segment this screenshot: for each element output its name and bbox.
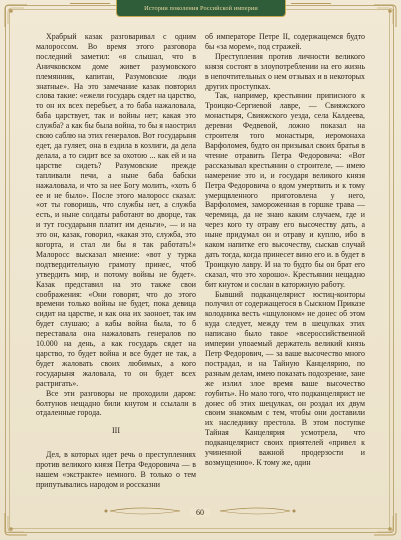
paragraph: Преступления против личности великого князя состоят в злоупотреблении на его жизнь в непочтительных о нем отзывах и в некоторых других проступках. bbox=[205, 51, 365, 91]
corner-ornament-icon bbox=[372, 511, 398, 537]
section-number: III bbox=[112, 426, 120, 435]
running-header bbox=[116, 0, 286, 17]
corner-ornament-icon bbox=[3, 3, 29, 29]
paragraph: Так, например, крестьянин приписного к Троицко-Сергиевой лавре, — Свияжского монастыря, Свияжского уезда, села Калдеева, деревни Федвевой, ложно показал на строителя того монастыря, иеромонаха Варфоломея, будто он призывал своих братья в чтение отравить Петра Федоровича: «Вот рассказывал крестьянин о строителе, — имею намерение это и, и государя великого князя Петра Федоровича о ядом умертвить и к тому умерщвленного приготовлена у него, Варфоломея, замороженная в горшке трава — черемица, да не знаю каким случаем, где и через кого ту отраву его высочеству дать, а ныне придумал он и отраву и куплю, ибо в каком напитке его высочеству, сыскав случай дать тогда, когда принесет вино его и. в будет в Троицкую лавру. И на то будто бы он брат его сказал, что это хорошо». Крестьянин нещадно бит кнутом и сослан в каторжную работу. bbox=[205, 91, 365, 289]
banner-wing-left bbox=[70, 3, 110, 4]
page-number: 60 bbox=[190, 508, 210, 517]
corner-ornament-icon bbox=[372, 3, 398, 29]
right-column bbox=[205, 32, 365, 468]
paragraph: Храбрый казак разговаривал с одним малороссом. Во время этого разговора последний заметил: «я слышал, что в Аничковском доме живет разумовского племянник, капитан, Разумовские люди знатные». На это замечание казак повторил слова такие: «ежели государь сядет на царство, то он их всех перебьет, а то баба нажаловала, баба царствует, так и войны нет; какая это служба? а как бы была война, то бы я наострил свою саблю на этих генералов. Вот государыня едет, да гуляет, она в ездила в козлиги, да дела делала, а то сидит все за охотою ... как ей и на царстве сидеть? Разумовские прежде тапливали печи, а ныне баба бабски нажаловала, и что за нее Богу молить, «хоть б ее и не было». После этого малоросс сказал: «от ты говоришь, что службы нет, а служба есть, и ныне солдаты работают во дворце, так и тут государыня платит им деньги», — и на это он, казак, говорил, «какая это, служба, это когорта, и стал ли бы я так работать!» Малоросс высказал мнение: «вот у турка подтвердительную грамоту принес, чтоб утвердить мир, и потому войны не будет». Казак представил на это также свои соображения: «Они говорят, что до этого времени только войны не будет, пока девица сидит на царстве, и как она их заоноет, так им будет слушаю; а кабы война была, то б переставала она нажаловать генералов по 10.000 на день, а как государь сядет на царство, то будет война и все будет не так, а будет жаловать своих любимых, а кого государыня жаловала, то он будет всех растригать». bbox=[36, 32, 196, 388]
banner-wing-right bbox=[291, 3, 331, 4]
running-header-title: Истории поколения Российской империи bbox=[144, 4, 258, 12]
paragraph: об императоре Петре II, содержащемся будто бы «за морем», под стражей. bbox=[205, 32, 365, 51]
paragraph: Бывший подканцелярист юстиц-конторы получил от содержащегося в Сыскном Приказе колодника весть «шцулоном» не донес об этом куда следует, между тем в шецулках этих написано было такое «всероссийственной империи упоаемый держатель великий князь Петр Федорович, — за ваше высочество много пострадал, и на Тайную Канцелярию, по разным делам, имею показать подозрение, зане же излил злое время ваше высочество гоубить». Но мало того, что подканцелярист не донес об этих шецулках, он роздал их двум своим знакомым с тем, чтобы они доставили их наследнику престола. В этом поступке Тайная Канцелярия усмотрела, что подканцелярист своих приятелей «привел к учиненной важной продерзости и возмущению». К тому же, один bbox=[205, 289, 365, 467]
paragraph: Дел, в которых идет речь о преступлениях против великого князя Петра Федоровича — в нашем «экстракте» немного. В только о тем припутывались народом и россказни bbox=[36, 450, 196, 489]
corner-ornament-icon bbox=[3, 511, 29, 537]
paragraph: Все эти разговоры не проходили даром: болтунов нещадно били кнутом и ссылали в отдаленные города. bbox=[36, 388, 196, 418]
left-column bbox=[36, 32, 196, 418]
left-column-continued bbox=[36, 450, 196, 490]
